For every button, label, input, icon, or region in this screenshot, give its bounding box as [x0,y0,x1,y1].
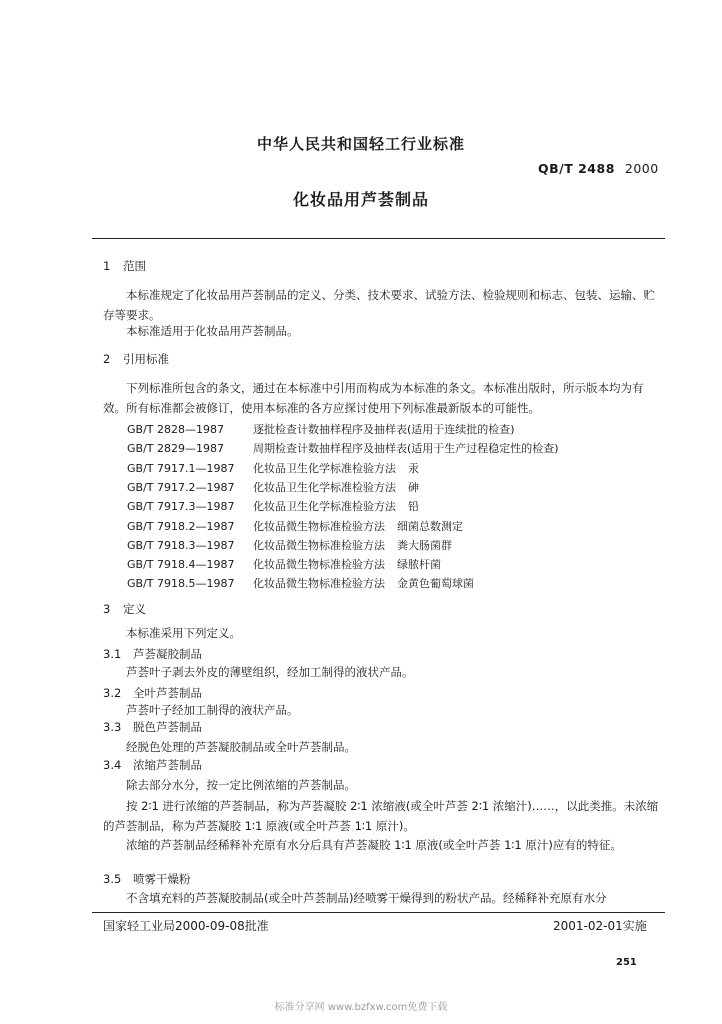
definition-3-4-text-2: 按 2∶1 进行浓缩的芦荟制品，称为芦荟凝胶 2∶1 浓缩液(或全叶芦荟 2∶1 浓缩汁)……，以此类推。未浓缩的芦荟制品，称为芦荟凝胶 1∶1 原液(或全叶芦荟 1∶1 原汁)。 [103,799,659,833]
section-1-paragraph-2: 本标准适用于化妆品用芦荟制品。 [126,324,299,338]
reference-item: GB/T 7917.3—1987 化妆品卫生化学标准检验方法 铅 [127,500,419,513]
reference-item: GB/T 2829—1987 周期检查计数抽样程序及抽样表(适用于生产过程稳定性的检查) [127,442,559,455]
standard-code [538,161,659,176]
effective-date: 2001-02-01实施 [553,919,647,933]
footer-divider [92,912,665,913]
section-3-heading: 3 定义 [103,602,146,616]
watermark-text: 标准分享网 www.bzfxw.com免费下载 [274,1002,448,1013]
reference-item: GB/T 7917.2—1987 化妆品卫生化学标准检验方法 砷 [127,481,419,494]
approval-date: 国家轻工业局2000-09-08批准 [103,919,269,933]
section-2-paragraph-1: 下列标准所包含的条文，通过在本标准中引用而构成为本标准的条文。本标准出版时，所示版本均为有效。所有标准都会被修订，使用本标准的各方应探讨使用下列标准最新版本的可能性。 [103,381,644,415]
page-number: 251 [616,957,637,968]
reference-item: GB/T 7917.1—1987 化妆品卫生化学标准检验方法 汞 [127,462,419,475]
reference-item: GB/T 2828—1987 逐批检查计数抽样程序及抽样表(适用于连续批的检查) [127,423,515,436]
reference-item: GB/T 7918.5—1987 化妆品微生物标准检验方法 金黄色葡萄球菌 [127,577,474,590]
definition-3-2-heading: 3.2 全叶芦荟制品 [103,686,202,700]
reference-item: GB/T 7918.4—1987 化妆品微生物标准检验方法 绿脓杆菌 [127,558,441,571]
definition-3-5-text: 不含填充料的芦荟凝胶制品(或全叶芦荟制品)经喷雾干燥得到的粉状产品。经稀释补充原有水分 [126,891,607,905]
reference-item: GB/T 7918.3—1987 化妆品微生物标准检验方法 粪大肠菌群 [127,539,452,552]
definition-3-3-text: 经脱色处理的芦荟凝胶制品或全叶芦荟制品。 [126,740,356,754]
document-title: 化妆品用芦荟制品 [292,190,429,209]
definition-3-1-text: 芦荟叶子剥去外皮的薄壁组织，经加工制得的液状产品。 [126,665,414,679]
definition-3-2-text: 芦荟叶子经加工制得的液状产品。 [126,703,299,717]
issuing-body-heading: 中华人民共和国轻工行业标准 [256,135,465,153]
section-1-heading: 1 范围 [103,259,146,273]
reference-item: GB/T 7918.2—1987 化妆品微生物标准检验方法 细菌总数测定 [127,520,463,533]
standard-number: QB/T 2488 [538,161,615,176]
definition-3-1-heading: 3.1 芦荟凝胶制品 [103,647,202,661]
definition-3-4-text-3: 浓缩的芦荟制品经稀释补充原有水分后具有芦荟凝胶 1∶1 原液(或全叶芦荟 1∶1 原汁)应有的特征。 [126,838,622,852]
header-divider [92,238,665,239]
standard-year: 2000 [624,161,659,176]
section-1-paragraph-1: 本标准规定了化妆品用芦荟制品的定义、分类、技术要求、试验方法、检验规则和标志、包装、运输、贮存等要求。 [103,288,655,322]
section-2-heading: 2 引用标准 [103,352,169,366]
section-3-paragraph-1: 本标准采用下列定义。 [126,626,241,640]
definition-3-4-heading: 3.4 浓缩芦荟制品 [103,758,202,772]
definition-3-4-text-1: 除去部分水分，按一定比例浓缩的芦荟制品。 [126,778,356,792]
definition-3-3-heading: 3.3 脱色芦荟制品 [103,720,202,734]
definition-3-5-heading: 3.5 喷雾干燥粉 [103,872,191,886]
